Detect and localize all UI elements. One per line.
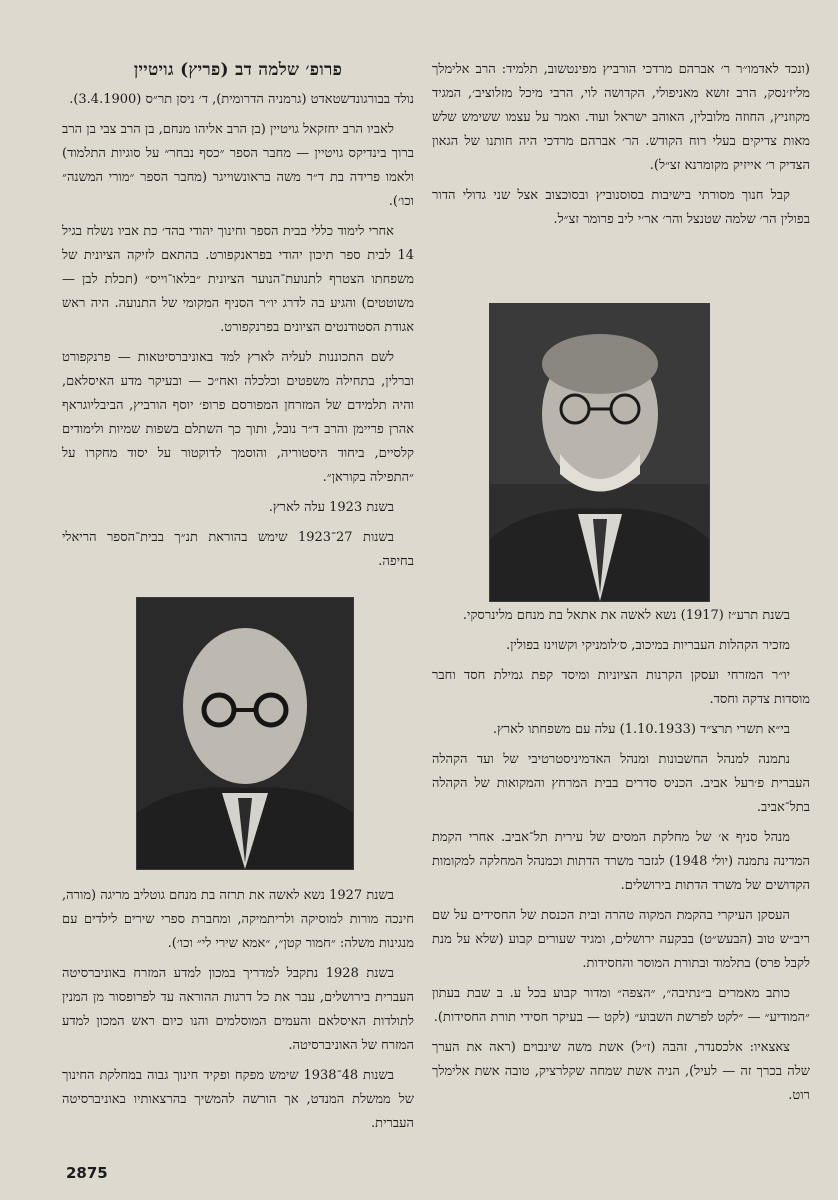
paragraph: בשנת תרע״ז (1917) נשא לאשה את אתאל בת מנחם מלינרסקי. (462, 608, 790, 623)
entry-heading: פרופ׳ שלמה דב (פריץ) גויטיין (133, 60, 343, 80)
portrait-photo (136, 597, 354, 870)
paragraph: בשנות 48־1938 שימש מפקח ופקיד חינוך גבוה במחלקת החינוך של ממשלת המנדט, אך הורשה להמשיך בהרצאותיו באוניברסיטה העברית. (62, 1068, 414, 1131)
paragraph: מזכיר הקהלות העבריות במיכוב, ס׳לומניקי וקשוינז בפולין. (505, 638, 790, 653)
paragraph: קבל חנוך מסורתי בישיבות בסוסנוביץ ובסוכצוב אצל שני גדולי הדור בפולין הר׳ שלמה שטנצל והר׳ אר׳י ליב פרומר זצ״ל. (432, 188, 810, 227)
paragraph: בשנת 1927 נשא לאשה את תרזה בת מנחם גוטליב מריגה (מורה, חינכה מורות למוסיקה ולריתמיקה, ומחברת ספרי שירים לילדים עם מנגינות משלה: ״חמור קטן״, ״אמא שירי לי״ וכו׳). (62, 888, 414, 951)
paragraph: לאביו הרב יחזקאל גויטיין (בן הרב אליהו מנחם, בן הרב צבי בן הרב ברוך בינדיקס גויטיין — מחבר הספר ״כסף נבחר״ על סוגיות התלמוד) ולאמו פרידה בת ד״ר משה בראונשוייגר (מחבר הספר ״מורי המשנה״ וכו׳). (62, 122, 414, 209)
paragraph: (ונכד לאדמו״ר ר׳ אברהם מרדכי הורביץ מפינטשוב, תלמיד: הרב אלימלך מליז׳נסק, הרב זושא מאניפולי, הקדושה לוי, הרבי מיכל מזלוציב׳, המגיד מקוזניץ, החוזה מלובלין, האוהב ישראל ועוד. ואמר על עצמו ששימש שלש מאות צדיקים בעלי רוח הקודש. הר׳ אברהם מרדכי היה חותנו של הגאון הצדיק ר׳ אייזיק מקומרנא זצ״ל). (432, 62, 810, 173)
paragraph: אחרי לימוד כללי בבית הספר וחינוך יהודי בהד׳ כת אביו נשלח בגיל 14 לבית ספר תיכון יהודי בפראנקפורט. בהתאם לזיקה הציונית של משפחתו הצטרף לתנועת־הנוער הציונית ״בלאו־וייס״ (תכלת לבן — משוטטים) והגיע בה לדרג יו״ר הסניף המקומי של התנועה. היה ראש אגודת הסטודנטים הציונים בפרנקפורט. (62, 224, 414, 335)
paragraph: בשנות 27־1923 שימש בהוראת תנ״ך בבית־הספר הריאלי בחיפה. (62, 530, 414, 569)
paragraph: נולד בבורגונדשטאדט (גרמניה הדרומית), ד׳ ניסן תר״ס (3.4.1900). (69, 92, 414, 107)
paragraph: מנהל סניף א׳ של מחלקת המסים של עירית תל־אביב. אחרי הקמת המדינה נתמנה (יולי 1948) לגזבר משרד הדתות וכמנהל המחלקה למקומות הקדושים של משרד הדתות בירושלים. (432, 830, 810, 893)
paragraph: צאצאיו: אלכסנדר, זהבה (ז״ל) אשת משה שינבוים (ראה את הערך שלה בכרך זה — לעיל), הניה אשת שמחה שקלרציק, טובה אשת אלימלך רוט. (432, 1040, 810, 1103)
paragraph: כותב מאמרים ב״נתיבה״, ״הצפה״ ומדור קבוע בכל ע. ב שבת בעתון ״המודיע״ — ״לקט לפרשת השבוע״ (לקט — בעיקר חסידי תורת החסידות). (432, 986, 810, 1025)
page-number: 2875 (66, 1164, 108, 1182)
right-column-continued (432, 604, 810, 1114)
paragraph: בשנת 1923 עלה לארץ. (268, 500, 394, 515)
paragraph: בי״א תשרי תרצ״ד (1.10.1933) עלה עם משפחתו לארץ. (492, 722, 790, 737)
paragraph: העסקן העיקרי בהקמת המקוה טהרה ובית הכנסת של החסידים על שם ריב״ש טוב (הבעש״ט) בבקעה ירושלים, ומגיד שעורים קבוע (שלא על מנת לקבל פרס) בתלמוד ובתורת המוסר והחסידות. (432, 908, 810, 971)
paragraph: נתמנה למנהל החשבונות ומנהל האדמיניסטרטיבי של ועד הקהלה העברית פ׳רעל אביב. הכניס סדרים בבית המרחץ והמקואות של הקהלה בתל־אביב. (432, 752, 810, 815)
left-column (62, 58, 414, 580)
left-column-continued (62, 884, 414, 1142)
right-column (432, 58, 810, 238)
paragraph: יו״ר המזרחי ועסקן הקרנות הציוניות ומיסד קפת גמילת חסד וחבר מוסדות צדקה וחסד. (432, 668, 810, 707)
paragraph: לשם התכוננות לעליה לארץ למד באוניברסיטאות — פרנקפורט וברלין, בתחילה משפטים וכלכלה ואח״כ — ובעיקר מדע האיסלאם, והיה תלמידם של המזרחן המפורסם פרופ׳ יוסף הורביץ, הביבליוגראף אהרן פריימן והרב ד״ר נובל, ותוך כך השתלם בשפות שמיות ולימודים קלסיים, ביחוד היסטוריה, והוסמך לדוקטור על יסוד מחקרו על ״התפילה בקוראן״. (62, 350, 414, 485)
paragraph: בשנת 1928 נתקבל למדריך במכון למדע המזרח באוניברסיטה העברית בירושלים, עבר את כל דרגות ההוראה עד לפרופסור מן המנין לתולדות האיסלאם והעמים המוסלמים והנו כיום ראש המכון למדע המזרח של האוניברסיטה. (62, 966, 414, 1053)
portrait-photo (489, 303, 710, 602)
